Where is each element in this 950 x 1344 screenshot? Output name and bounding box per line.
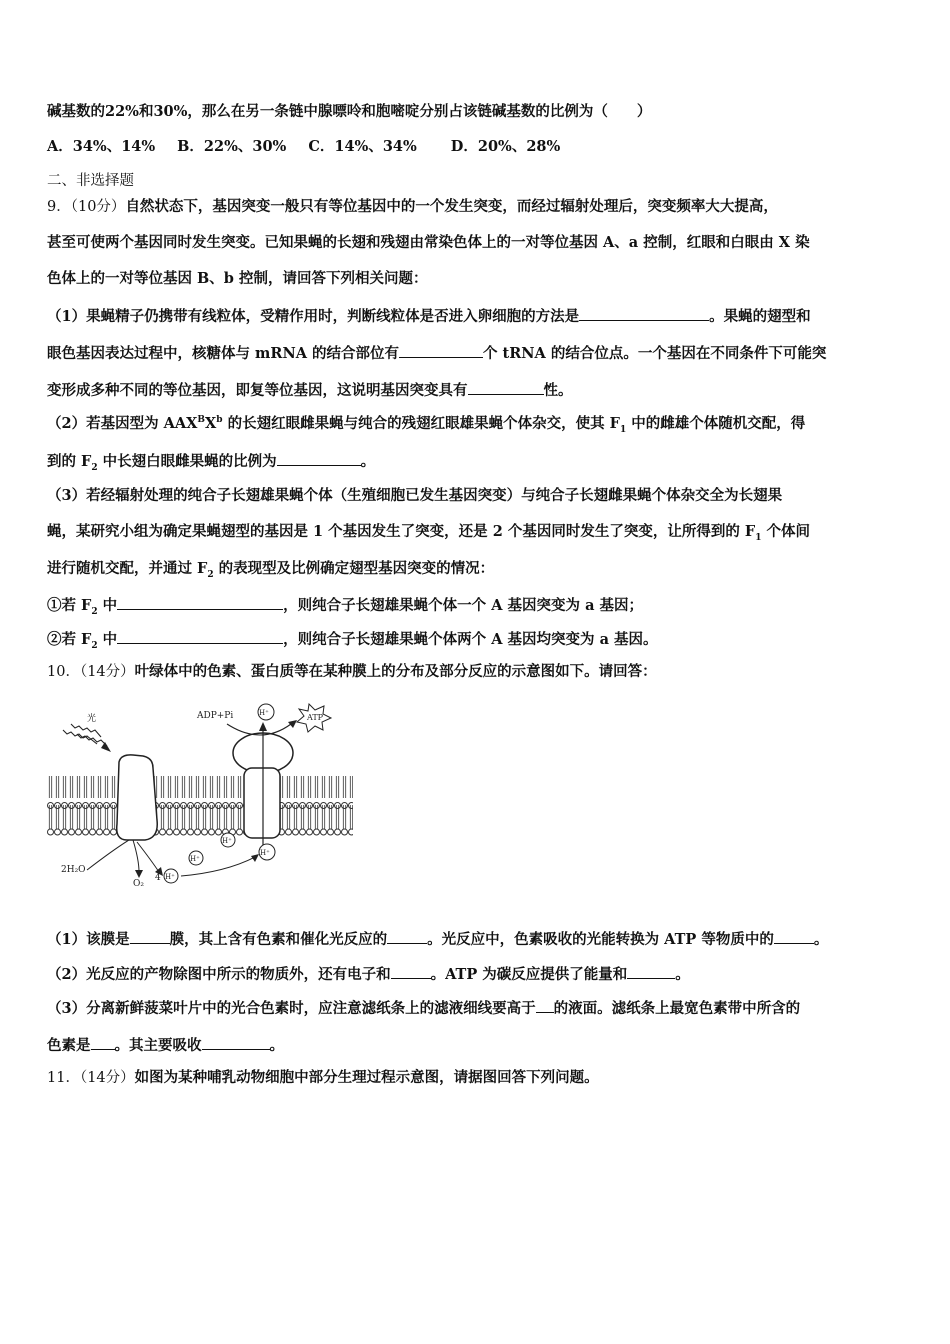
q10-blank-7[interactable] — [91, 1034, 115, 1050]
q9-intro-line-1 — [47, 197, 778, 217]
q9-score: （10分） — [70, 199, 126, 215]
four-label: 4 — [155, 873, 161, 883]
q10-number: 10． — [47, 664, 80, 680]
q10-stem: 叶绿体中的色素、蛋白质等在某种膜上的分布及部分反应的示意图如下。请回答： — [134, 663, 657, 680]
q10-blank-1[interactable] — [130, 928, 170, 944]
q11-score: （14分） — [79, 1070, 135, 1086]
q10-score: （14分） — [79, 664, 135, 680]
light-label: 光 — [87, 714, 97, 724]
thylakoid-membrane-diagram — [47, 700, 357, 890]
svg-text:H⁺: H⁺ — [259, 709, 269, 717]
q11-number: 11． — [47, 1070, 80, 1086]
q9-blank-6[interactable] — [117, 628, 283, 644]
svg-text:H⁺: H⁺ — [222, 837, 232, 845]
q9-part1-line-2: 眼色基因表达过程中，核糖体与 mRNA 的结合部位有 个 tRNA 的结合位点。一个基因在不同条件下可能突 — [47, 342, 826, 364]
section-2-title: 二、非选择题 — [47, 173, 134, 189]
q9-blank-1[interactable] — [579, 305, 709, 321]
svg-text:H⁺: H⁺ — [165, 873, 175, 881]
q9-part2-line-1: （2）若基因型为 $AAX^BX^b$ 的长翅红眼雌果蝇与纯合的残翅红眼雄果蝇个体杂交，使其 $F_1$ 中的雌雄个体随机交配，得 — [47, 415, 806, 435]
q9-blank-2[interactable] — [399, 342, 483, 358]
lipid-bilayer-bottom — [47, 804, 353, 838]
q9-blank-4[interactable] — [277, 450, 361, 466]
q9-number: 9． — [47, 199, 71, 215]
q9-blank-3[interactable] — [468, 379, 544, 395]
q8-option-c: C．14%、34% — [308, 138, 417, 155]
q8-option-a: A．34%、14% — [47, 138, 156, 155]
q8-option-b: B．22%、30% — [177, 138, 287, 155]
q8-stem-tail: 碱基数的22%和30%，那么在另一条链中腺嘌呤和胞嘧啶分别占该链碱基数的比例为（ ） — [47, 103, 652, 120]
q11-stem: 如图为某种哺乳动物细胞中部分生理过程示意图，请据图回答下列问题。 — [134, 1069, 599, 1086]
q10-blank-8[interactable] — [202, 1034, 270, 1050]
q9-intro-line-3: 色体上的一对等位基因 B、b 控制，请回答下列相关问题： — [47, 270, 428, 287]
h-ion-product — [164, 869, 178, 883]
atp-label: ATP — [307, 713, 324, 722]
svg-text:H⁺: H⁺ — [190, 855, 200, 863]
q8-option-d: D．20%、28% — [450, 138, 561, 155]
h-ion-right — [259, 844, 275, 860]
q10-stem-line — [47, 662, 657, 682]
q9-blank-5[interactable] — [117, 594, 283, 610]
q11-stem-line — [47, 1068, 599, 1088]
q9-part3-line-3: 进行随机交配，并通过 $F_2$ 的表现型及比例确定翅型基因突变的情况： — [47, 560, 495, 580]
light-arrows-icon — [63, 724, 107, 746]
h-ion-mid — [221, 833, 235, 847]
q9-case-1: ①若 $F_2$ 中 ，则纯合子长翅雄果蝇个体一个 A 基因突变为 a 基因； — [47, 594, 643, 616]
photosystem-protein — [117, 755, 158, 840]
q10-part1: （1）该膜是 膜，其上含有色素和催化光反应的 。光反应中，色素吸收的光能转换为 ATP 等物质中的 。 — [47, 928, 828, 950]
h-ion-top — [258, 704, 274, 720]
q9-part1-line-3: 变形成多种不同的等位基因，即复等位基因，这说明基因突变具有 性。 — [47, 379, 573, 401]
q9-part3-line-1: （3）若经辐射处理的纯合子长翅雄果蝇个体（生殖细胞已发生基因突变）与纯合子长翅雌果蝇个体杂交全为长翅果 — [47, 487, 783, 504]
q9-part3-line-2: 蝇，某研究小组为确定果蝇翅型的基因是 1 个基因发生了突变，还是 2 个基因同时发生了突变，让所得到的 $F_1$ 个体间 — [47, 523, 811, 543]
q10-part3-line-2: 色素是 。其主要吸收 。 — [47, 1034, 284, 1056]
water-label: 2H₂O — [61, 865, 86, 875]
q8-options — [47, 137, 582, 157]
q10-blank-5[interactable] — [627, 963, 675, 979]
oxygen-label: O₂ — [133, 879, 144, 889]
adp-pi-label: ADP+Pi — [197, 711, 234, 721]
svg-text:H⁺: H⁺ — [260, 849, 270, 857]
q9-intro-text-1: 自然状态下，基因突变一般只有等位基因中的一个发生突变，而经过辐射处理后，突变频率大大提高， — [125, 198, 778, 215]
q9-part2-line-2: 到的 $F_2$ 中长翅白眼雌果蝇的比例为 。 — [47, 450, 375, 472]
q10-part2: （2）光反应的产物除图中所示的物质外，还有电子和 。ATP 为碳反应提供了能量和 。 — [47, 963, 690, 985]
q9-case-2: ②若 $F_2$ 中 ，则纯合子长翅雄果蝇个体两个 A 基因均突变为 a 基因。 — [47, 628, 658, 650]
q10-blank-4[interactable] — [391, 963, 431, 979]
q10-part3-line-1: （3）分离新鲜菠菜叶片中的光合色素时，应注意滤纸条上的滤液细线要高于 的液面。滤纸条上最宽色素带中所含的 — [47, 997, 800, 1019]
h-ion-left — [189, 851, 203, 865]
q10-blank-6[interactable] — [536, 997, 554, 1013]
atp-synthase-channel — [244, 768, 280, 838]
q9-part1-line-1: （1）果蝇精子仍携带有线粒体，受精作用时，判断线粒体是否进入卵细胞的方法是 。果蝇的翅型和 — [47, 305, 811, 327]
q10-blank-2[interactable] — [387, 928, 427, 944]
q10-blank-3[interactable] — [774, 928, 814, 944]
q9-intro-line-2: 甚至可使两个基因同时发生突变。已知果蝇的长翅和残翅由常染色体上的一对等位基因 A、a 控制，红眼和白眼由 X 染 — [47, 234, 810, 251]
